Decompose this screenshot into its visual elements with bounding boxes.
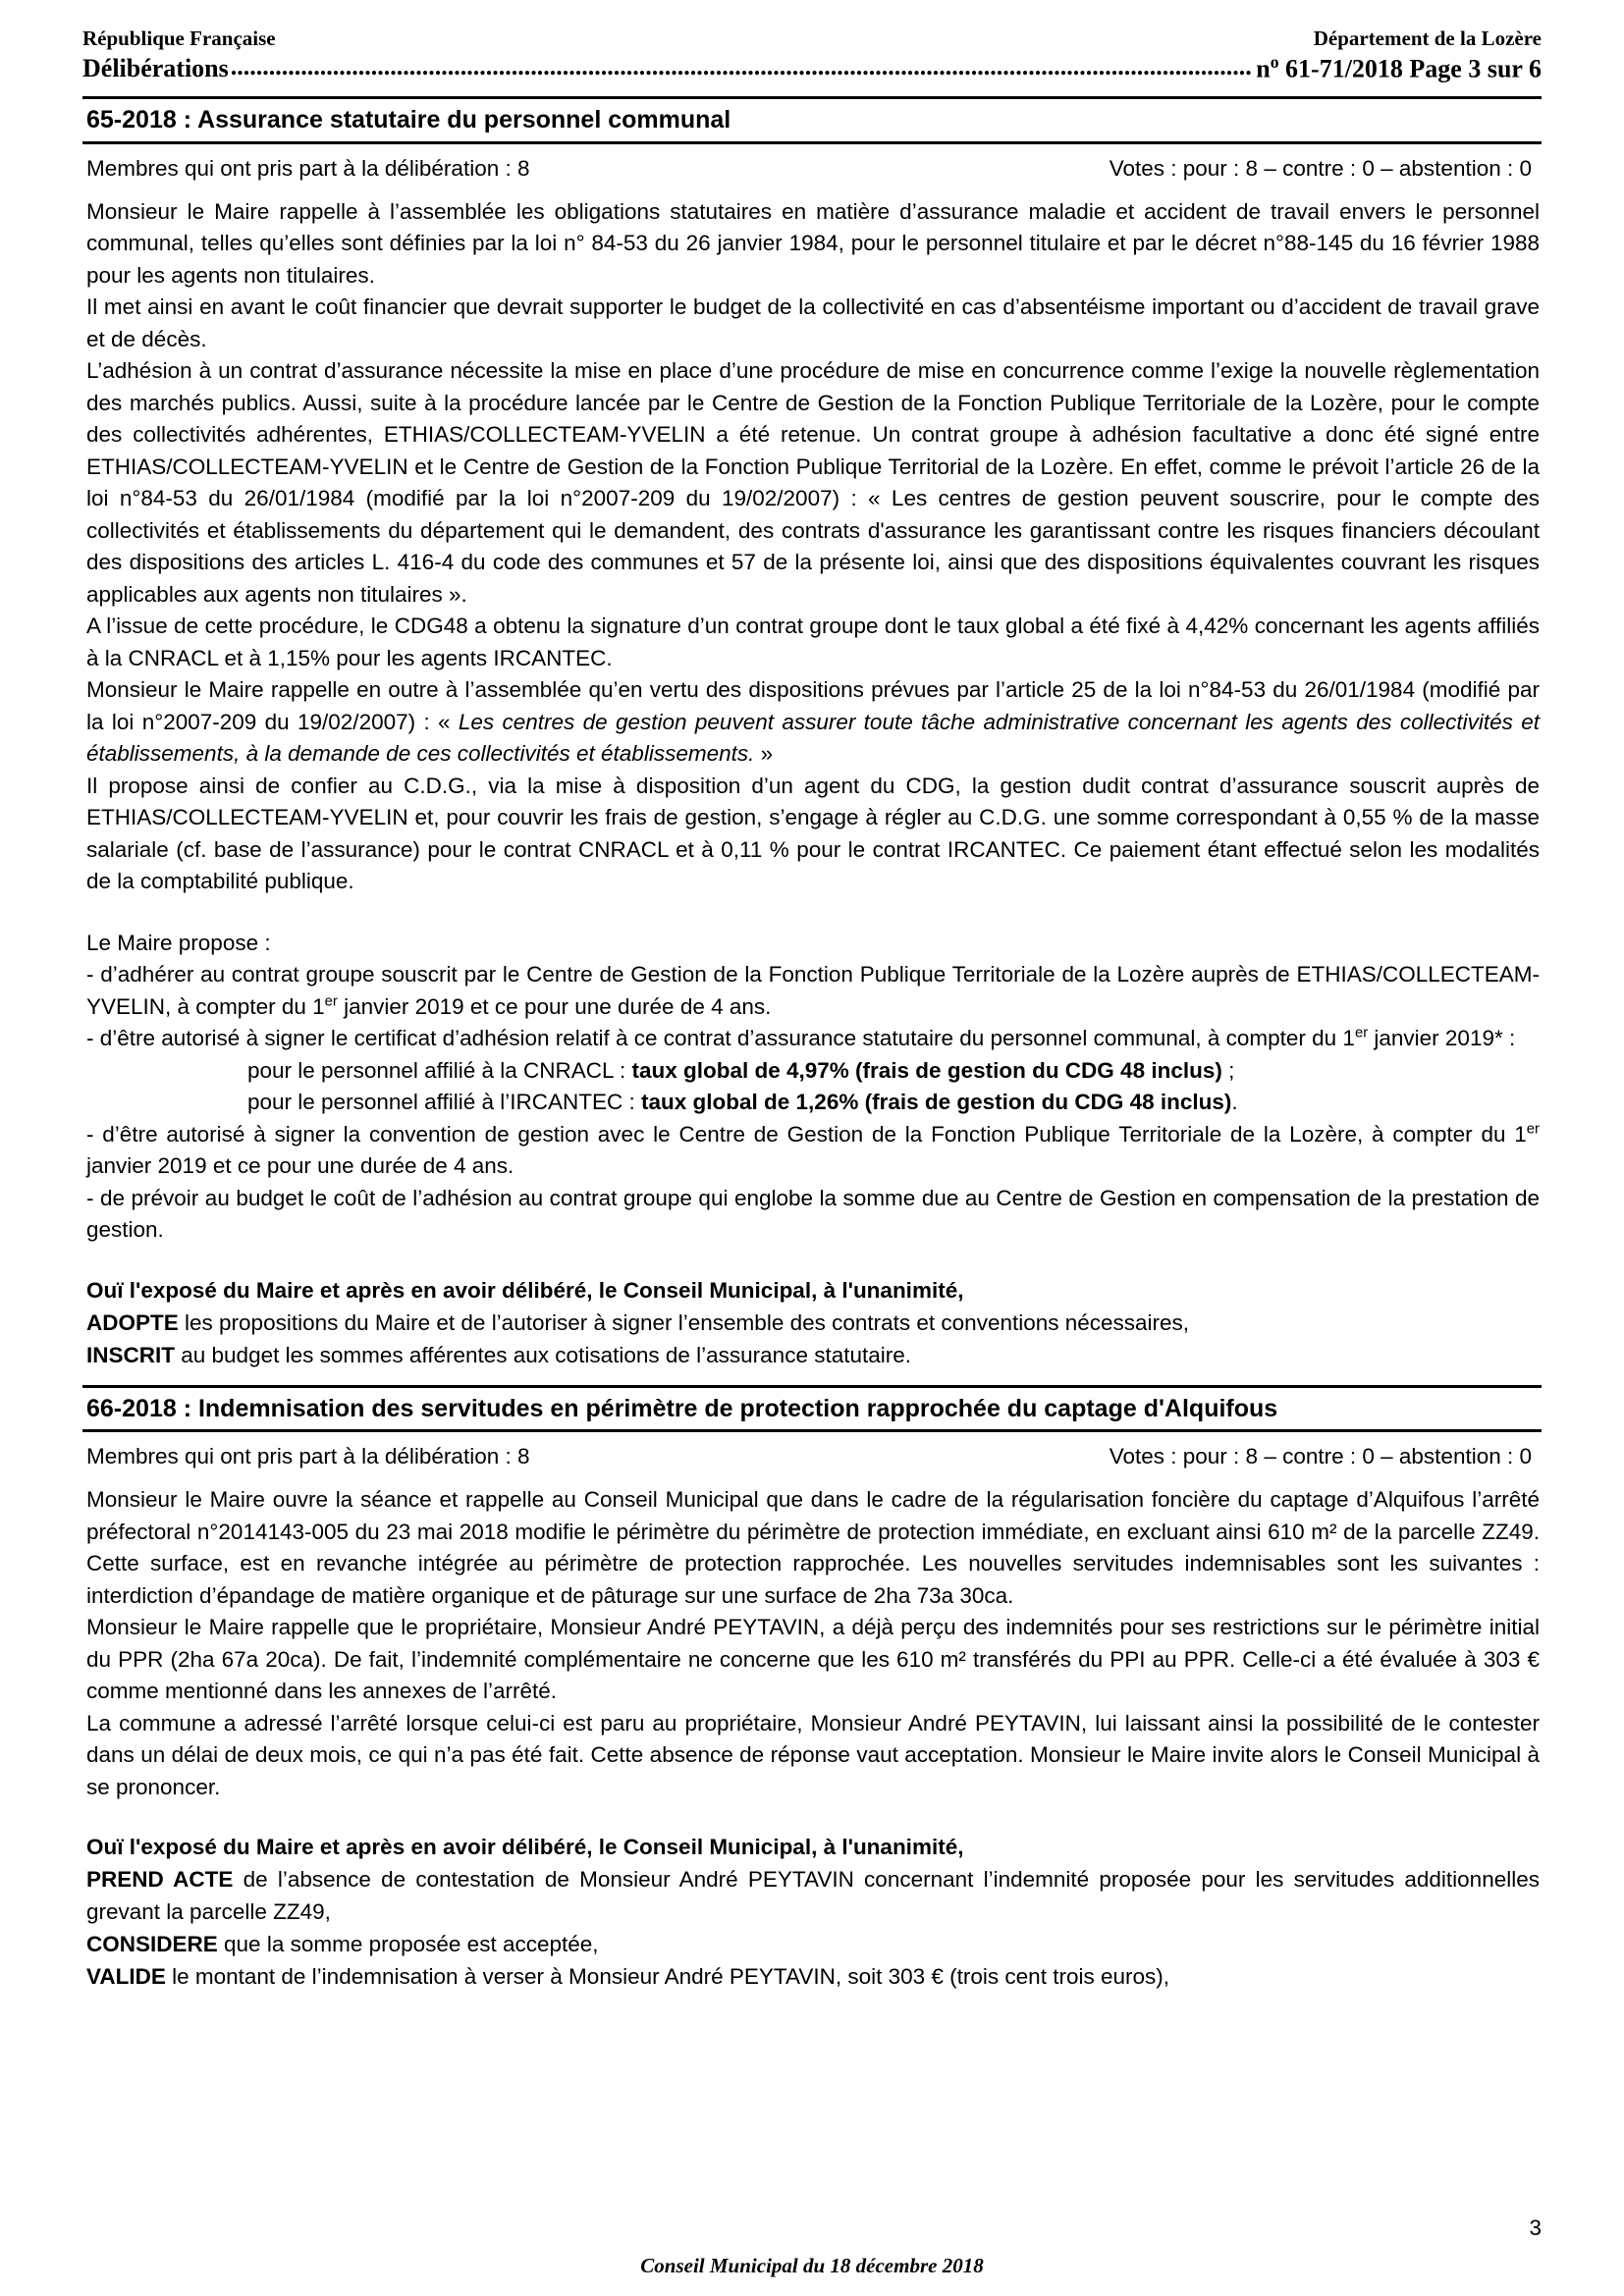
section-65-conclusion <box>82 1274 1542 1371</box>
paragraph-65-6: Il propose ainsi de confier au C.D.G., via la mise à disposition d’un agent du CDG, la gestion dudit contrat d’assurance souscrit auprès de ETHIAS/COLLECTEAM-YVELIN et, pour couvrir les frais de gestion, s’engage à régler au C.D.G. une somme correspondant à 0,55 % de la masse salariale (cf. base de l’assurance) pour le contrat CNRACL et à 0,11 % pour le contrat IRCANTEC. Ce paiement étant effectué selon les modalités de la comptabilité publique. <box>86 773 1540 894</box>
proposal-item-65-4: - de prévoir au budget le coût de l’adhésion au contrat groupe qui englobe la somme due au Centre de Gestion en compensation de la prestation de gestion. <box>86 1185 1540 1243</box>
rate-line-cnracl-tail: ; <box>1221 1057 1235 1083</box>
proposal-item-65-2-a: - d’être autorisé à signer le certificat d’adhésion relatif à ce contrat d’assurance statutaire du personnel communal, à compter du 1 <box>86 1026 1355 1051</box>
conclusion-considere-keyword: CONSIDERE <box>86 1932 218 1957</box>
conclusion-prendacte-66 <box>86 1863 1540 1928</box>
republic-label: République Française <box>82 27 276 50</box>
conclusion-adopte-65 <box>86 1307 1540 1339</box>
section-title-65: 65-2018 : Assurance statutaire du personnel communal <box>82 96 1542 144</box>
conclusion-inscrit-text: au budget les sommes afférentes aux cotisations de l’assurance statutaire. <box>175 1342 912 1367</box>
vote-line-65 <box>82 144 1542 187</box>
members-count-65: Membres qui ont pris part à la délibération : 8 <box>86 155 530 181</box>
conclusion-valide-keyword: VALIDE <box>86 1964 166 1990</box>
document-header <box>82 27 1542 82</box>
paragraph-66-3: La commune a adressé l’arrêté lorsque celui-ci est paru au propriétaire, Monsieur André PEYTAVIN, lui laissant ainsi la possibilité de le contester dans un délai de deux mois, ce qui n’a pas été fait. Cette absence de réponse vaut acceptation. Monsieur le Maire invite alors le Conseil Municipal à se prononcer. <box>86 1710 1540 1799</box>
document-footer: Conseil Municipal du 18 décembre 2018 <box>640 2254 984 2277</box>
paragraph-65-4: A l’issue de cette procédure, le CDG48 a obtenu la signature d’un contrat groupe dont le taux global a été fixé à 4,42% concernant les agents affiliés à la CNRACL et à 1,15% pour les agents IRCANTEC. <box>86 614 1540 670</box>
proposal-item-65-3-b: janvier 2019 et ce pour une durée de 4 ans. <box>86 1153 514 1179</box>
conclusion-prendacte-keyword: PREND ACTE <box>86 1867 234 1893</box>
rate-line-ircantec-value: taux global de 1,26% (frais de gestion du CDG 48 inclus) <box>641 1090 1232 1115</box>
ordinal-suffix: er <box>324 993 338 1010</box>
paragraph-66-2: Monsieur le Maire rappelle que le propriétaire, Monsieur André PEYTAVIN, a déjà perçu des indemnités pour ses restrictions sur le périmètre initial du PPR (2ha 67a 20ca). De fait, l’indemnité complémentaire ne concerne que les 610 m² transférés du PPI au PPR. Celle-ci a été évaluée à 303 € comme mentionné dans les annexes de l’arrêté. <box>86 1615 1540 1704</box>
conclusion-valide-text: le montant de l’indemnisation à verser à Monsieur André PEYTAVIN, soit 303 € (trois cent trois euros), <box>165 1964 1169 1990</box>
document-reference <box>1256 53 1542 83</box>
proposal-item-65-3-a: - d’être autorisé à signer la convention de gestion avec le Centre de Gestion de la Fonction Publique Territoriale de la Lozère, à compter du 1 <box>86 1121 1527 1147</box>
deliberations-label: Délibérations <box>82 54 229 83</box>
ordinal-suffix: er <box>1354 1025 1369 1041</box>
conclusion-heading-65: Ouï l'exposé du Maire et après en avoir délibéré, le Conseil Municipal, à l'unanimité, <box>86 1277 964 1303</box>
conclusion-adopte-text: les propositions du Maire et de l’autoriser à signer l’ensemble des contrats et conventions nécessaires, <box>178 1309 1190 1335</box>
reference-ordinal: o <box>1270 51 1279 72</box>
vote-line-66 <box>82 1432 1542 1474</box>
vote-spacer <box>529 152 1109 187</box>
paragraph-spacer <box>86 898 1540 928</box>
conclusion-inscrit-65 <box>86 1339 1540 1371</box>
section-65-body <box>82 196 1542 1247</box>
page-number: 3 <box>1529 2216 1542 2240</box>
vote-spacer <box>529 1440 1109 1474</box>
header-top-row <box>82 27 1542 51</box>
conclusion-heading-66: Ouï l'exposé du Maire et après en avoir délibéré, le Conseil Municipal, à l'unanimité, <box>86 1835 964 1860</box>
section-66-conclusion <box>82 1831 1542 1993</box>
rate-line-cnracl-value: taux global de 4,97% (frais de gestion du CDG 48 inclus) <box>631 1057 1222 1083</box>
conclusion-considere-66 <box>86 1928 1540 1960</box>
rate-line-cnracl <box>86 1055 1540 1088</box>
paragraph-65-3: L’adhésion à un contrat d’assurance nécessite la mise en place d’une procédure de mise en concurrence comme l’exige la nouvelle règlementation des marchés publics. Aussi, suite à la procédure lancée par le Centre de Gestion de la Fonction Publique Territoriale de la Lozère, pour le compte des collectivités adhérentes, ETHIAS/COLLECTEAM-YVELIN a été retenue. Un contrat groupe à adhésion facultative a donc été signé entre ETHIAS/COLLECTEAM-YVELIN et le Centre de Gestion de la Fonction Publique Territorial de la Lozère. En effet, comme le prévoit l’article 26 de la loi n°84-53 du 26/01/1984 (modifié par la loi n°2007-209 du 19/02/2007) : « Les centres de gestion peuvent souscrire, pour le compte des collectivités et établissements du département qui le demandent, des contrats d'assurance les garantissant contre les risques financiers découlant des dispositions des articles L. 416-4 du code des communes et 57 de la présente loi, ainsi que des dispositions équivalentes couvrant les risques applicables aux agents non titulaires ». <box>86 358 1540 607</box>
conclusion-adopte-keyword: ADOPTE <box>86 1309 179 1335</box>
rate-line-ircantec-tail: . <box>1231 1090 1238 1115</box>
rate-line-ircantec <box>86 1087 1540 1119</box>
ordinal-suffix: er <box>1526 1121 1540 1138</box>
paragraph-65-1: Monsieur le Maire rappelle à l’assemblée les obligations statutaires en matière d’assurance maladie et accident de travail envers le personnel communal, telles qu’elles sont définies par la loi n° 84-53 du 26 janvier 1984, pour le personnel titulaire et par le décret n°88-145 du 16 février 1988 pour les agents non titulaires. <box>86 198 1540 288</box>
proposal-item-65-1-a: - d’adhérer au contrat groupe souscrit par le Centre de Gestion de la Fonction Publique Territoriale de la Lozère auprès de ETHIAS/COLLECTEAM-YVELIN, à compter du 1 <box>86 962 1540 1019</box>
paragraph-65-5-quote: Les centres de gestion peuvent assurer toute tâche administrative concernant les agents des collectivités et établissements, à la demande de ces collectivités et établissements. <box>86 709 1541 767</box>
reference-prefix: n <box>1256 54 1271 83</box>
members-count-66: Membres qui ont pris part à la délibération : 8 <box>86 1444 530 1469</box>
conclusion-valide-66 <box>86 1960 1540 1993</box>
vote-results-66: Votes : pour : 8 – contre : 0 – abstention : 0 <box>1109 1444 1532 1469</box>
proposal-intro-65: Le Maire propose : <box>86 930 271 955</box>
paragraph-65-5-lead: Monsieur le Maire rappelle en outre à l’assemblée qu’en vertu des dispositions prévues par l’article 25 de la loi n°84-53 du 26/01/1984 (modifié par la loi n°2007-209 du 19/02/2007) : « <box>86 677 1540 734</box>
rate-line-cnracl-label: pour le personnel affilié à la CNRACL : <box>247 1057 632 1083</box>
paragraph-65-5 <box>86 674 1540 771</box>
header-bottom-row <box>82 53 1542 83</box>
proposal-item-65-2-b: janvier 2019* : <box>1368 1026 1516 1051</box>
vote-results-65: Votes : pour : 8 – contre : 0 – abstention : 0 <box>1109 155 1532 181</box>
section-title-66: 66-2018 : Indemnisation des servitudes en périmètre de protection rapprochée du captage d'Alquifous <box>82 1385 1542 1433</box>
department-label: Département de la Lozère <box>1313 27 1542 50</box>
conclusion-prendacte-text: de l’absence de contestation de Monsieur André PEYTAVIN concernant l’indemnité proposée pour les servitudes additionnelles grevant la parcelle ZZ49, <box>86 1867 1540 1925</box>
conclusion-inscrit-keyword: INSCRIT <box>86 1342 175 1367</box>
section-66-body <box>82 1484 1542 1803</box>
proposal-item-65-1 <box>86 959 1540 1023</box>
proposal-item-65-1-b: janvier 2019 et ce pour une durée de 4 ans. <box>337 993 772 1019</box>
paragraph-65-2: Il met ainsi en avant le coût financier que devrait supporter le budget de la collectivité en cas d’absentéisme important ou d’accident de travail grave et de décès. <box>86 294 1540 351</box>
conclusion-considere-text: que la somme proposée est acceptée, <box>217 1932 599 1957</box>
reference-value: 61-71/2018 Page 3 sur 6 <box>1278 54 1542 83</box>
proposal-item-65-2 <box>86 1023 1540 1055</box>
dotted-leader: ................................................................................................................................................................ <box>230 52 1252 81</box>
paragraph-65-5-tail: » <box>754 741 774 767</box>
paragraph-66-1: Monsieur le Maire ouvre la séance et rappelle au Conseil Municipal que dans le cadre de la régularisation foncière du captage d’Alquifous l’arrêté préfectoral n°2014143-005 du 23 mai 2018 modifie le périmètre du périmètre de protection immédiate, en excluant ainsi 610 m² de la parcelle ZZ49. Cette surface, est en revanche intégrée au périmètre de protection rapprochée. Les nouvelles servitudes indemnisables sont les suivantes : interdiction d’épandage de matière organique et de pâturage sur une surface de 2ha 73a 30ca. <box>86 1487 1540 1608</box>
proposal-item-65-3 <box>86 1119 1540 1183</box>
rate-line-ircantec-label: pour le personnel affilié à l’IRCANTEC : <box>247 1090 642 1115</box>
